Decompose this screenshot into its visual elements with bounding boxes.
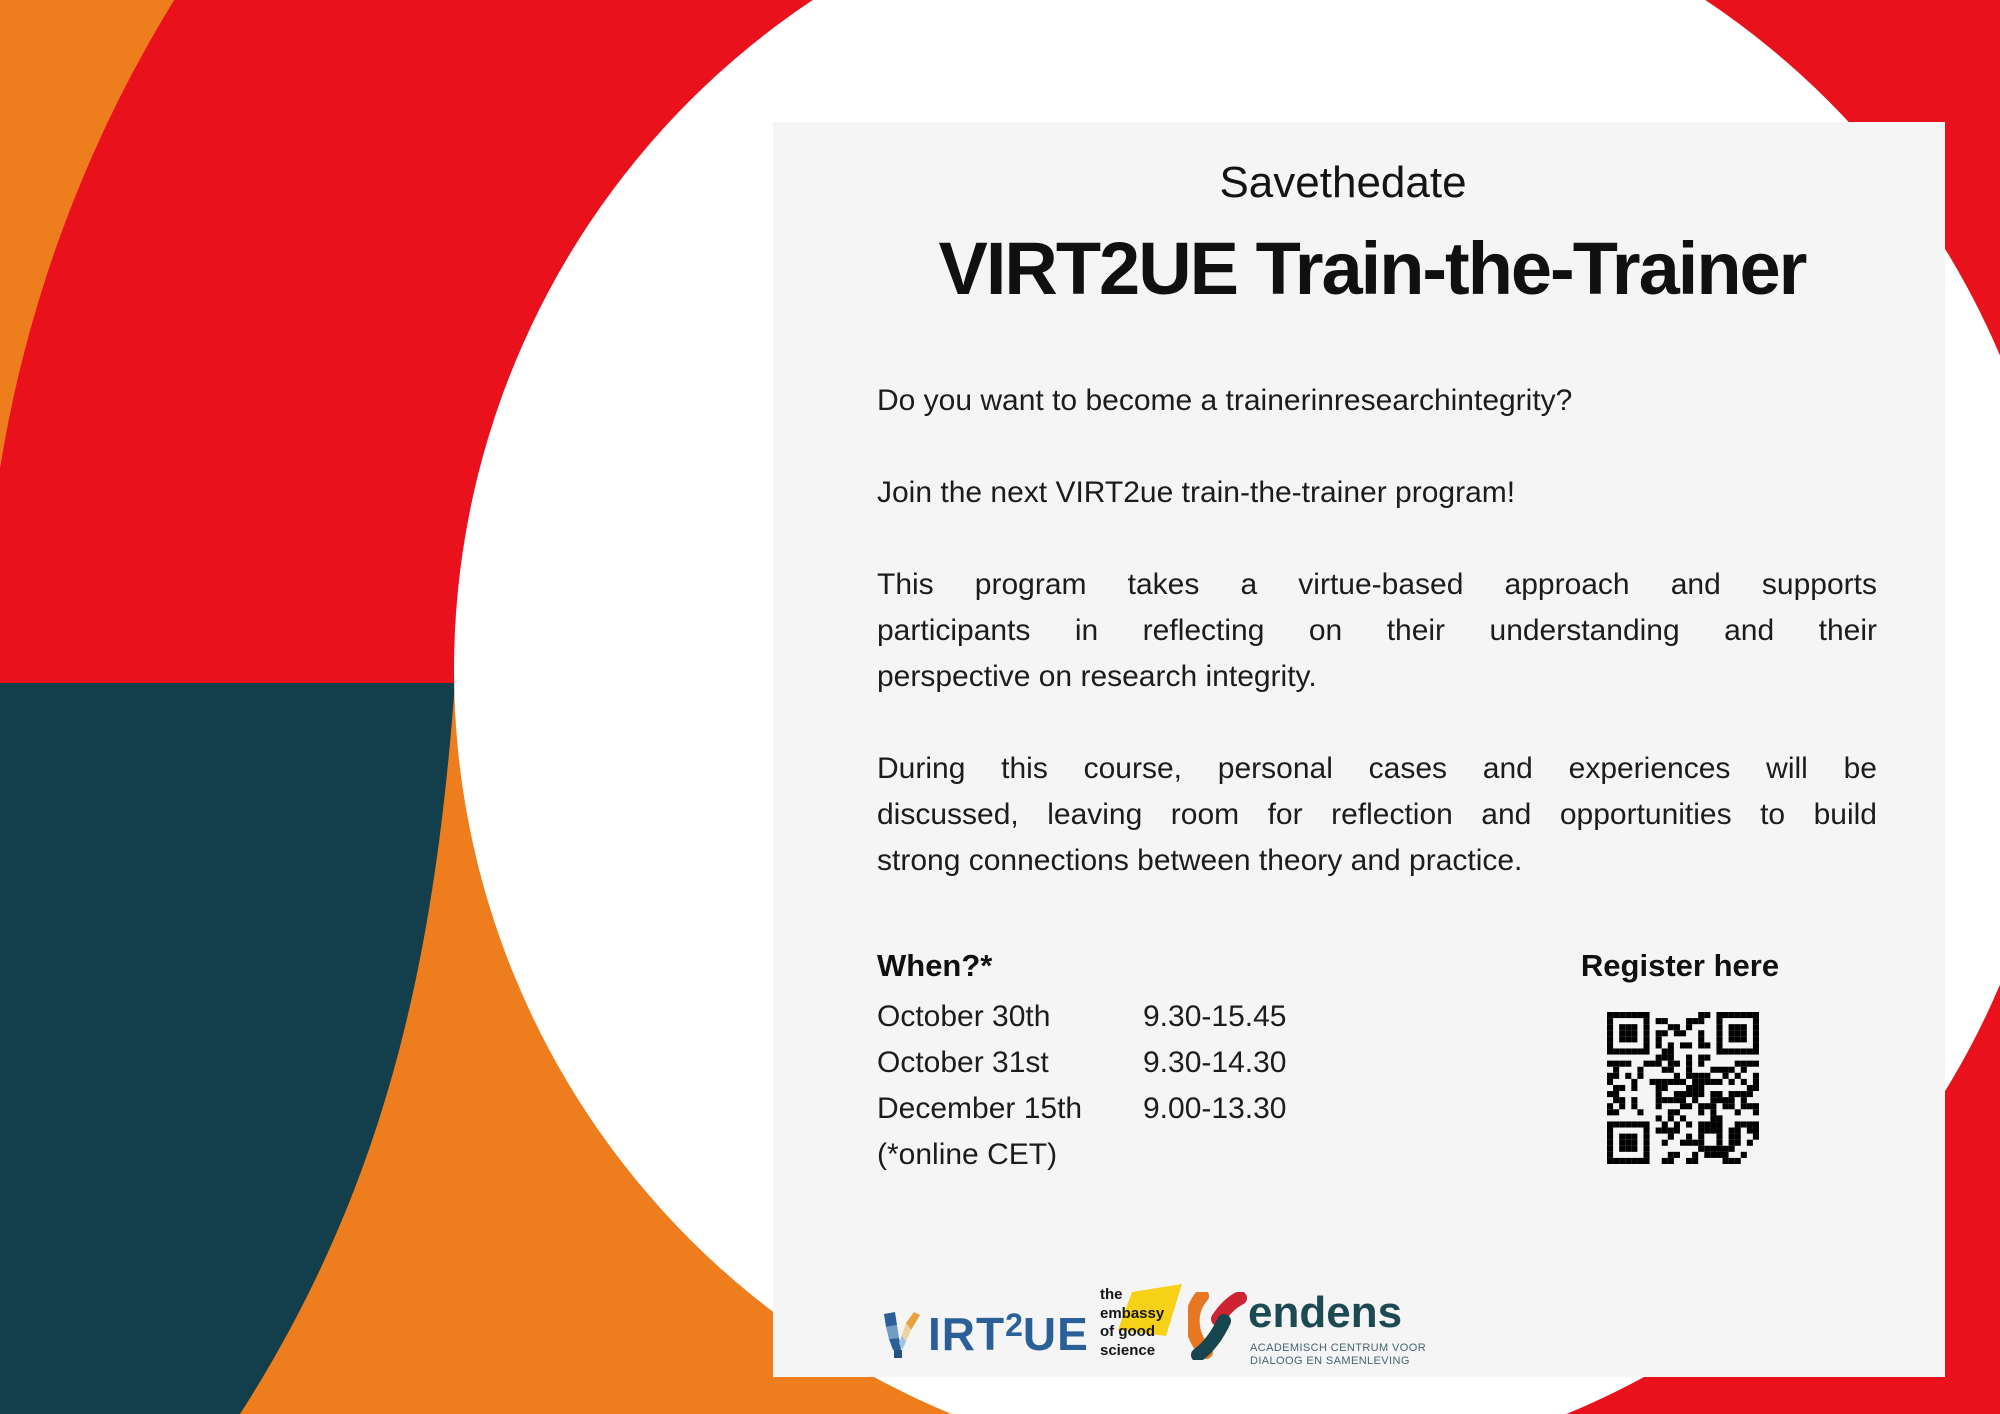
paragraph-line: discussed, leaving room for reflection and opportunities to build bbox=[877, 798, 1877, 831]
embassy-line: embassy bbox=[1100, 1304, 1165, 1322]
paragraph-line: During this course, personal cases and experiences will be bbox=[877, 752, 1877, 785]
embassy-of-good-science-logo bbox=[1098, 1284, 1184, 1364]
schedule-date: December 15th bbox=[877, 1092, 1083, 1125]
paragraph-line: perspective on research integrity. bbox=[877, 660, 1317, 693]
virt2ue-text-sup: 2 bbox=[1005, 1307, 1023, 1343]
embassy-line: of good bbox=[1100, 1323, 1155, 1340]
schedule-time: 9.30-14.30 bbox=[1143, 1046, 1287, 1079]
schedule-row bbox=[877, 1086, 1437, 1132]
schedule-row bbox=[877, 1040, 1437, 1086]
register-here-heading: Register here bbox=[1580, 948, 1780, 983]
qr-code bbox=[1607, 1012, 1759, 1164]
schedule-row bbox=[877, 994, 1437, 1040]
paragraph-line: This program takes a virtue-based approach and supports bbox=[877, 568, 1877, 601]
virt2ue-v-icon bbox=[884, 1312, 924, 1358]
endens-subtext-line: DIALOOG EN SAMENLEVING bbox=[1250, 1355, 1410, 1367]
embassy-line: science bbox=[1100, 1341, 1156, 1359]
endens-x-icon bbox=[1188, 1292, 1252, 1360]
embassy-logo-text bbox=[1100, 1286, 1164, 1360]
virt2ue-text-post: UE bbox=[1022, 1308, 1089, 1360]
online-cet-note: (*online CET) bbox=[877, 1138, 1058, 1171]
paragraph-line: strong connections between theory and practice. bbox=[877, 844, 1523, 877]
schedule-date: October 31st bbox=[877, 1046, 1049, 1079]
virt2ue-text-pre: IRT bbox=[928, 1308, 1006, 1360]
embassy-line: the bbox=[1100, 1286, 1123, 1303]
virt2ue-logo-text bbox=[928, 1308, 1089, 1360]
kicker-save-the-date: Savethedate bbox=[1219, 158, 1467, 207]
virt2ue-logo bbox=[884, 1300, 1099, 1370]
endens-logo bbox=[1188, 1288, 1427, 1372]
endens-logo-subtext bbox=[1250, 1342, 1426, 1368]
endens-logo-text: endens bbox=[1248, 1288, 1403, 1337]
schedule-time: 9.00-13.30 bbox=[1143, 1092, 1287, 1125]
schedule-date: October 30th bbox=[877, 1000, 1051, 1033]
endens-subtext-line: ACADEMISCH CENTRUM VOOR bbox=[1250, 1342, 1427, 1354]
paragraph-question: Do you want to become a trainerinresearchintegrity? bbox=[877, 384, 1573, 417]
paragraph-line: participants in reflecting on their understanding and their bbox=[877, 614, 1877, 647]
paragraph-course bbox=[877, 746, 1877, 884]
schedule-time: 9.30-15.45 bbox=[1143, 1000, 1287, 1033]
paragraph-join: Join the next VIRT2ue train-the-trainer program! bbox=[877, 476, 1516, 509]
schedule-list bbox=[877, 994, 1437, 1132]
page-title: VIRT2UE Train-the-Trainer bbox=[938, 227, 1806, 310]
when-heading: When?* bbox=[877, 948, 993, 983]
paragraph-program bbox=[877, 562, 1877, 700]
